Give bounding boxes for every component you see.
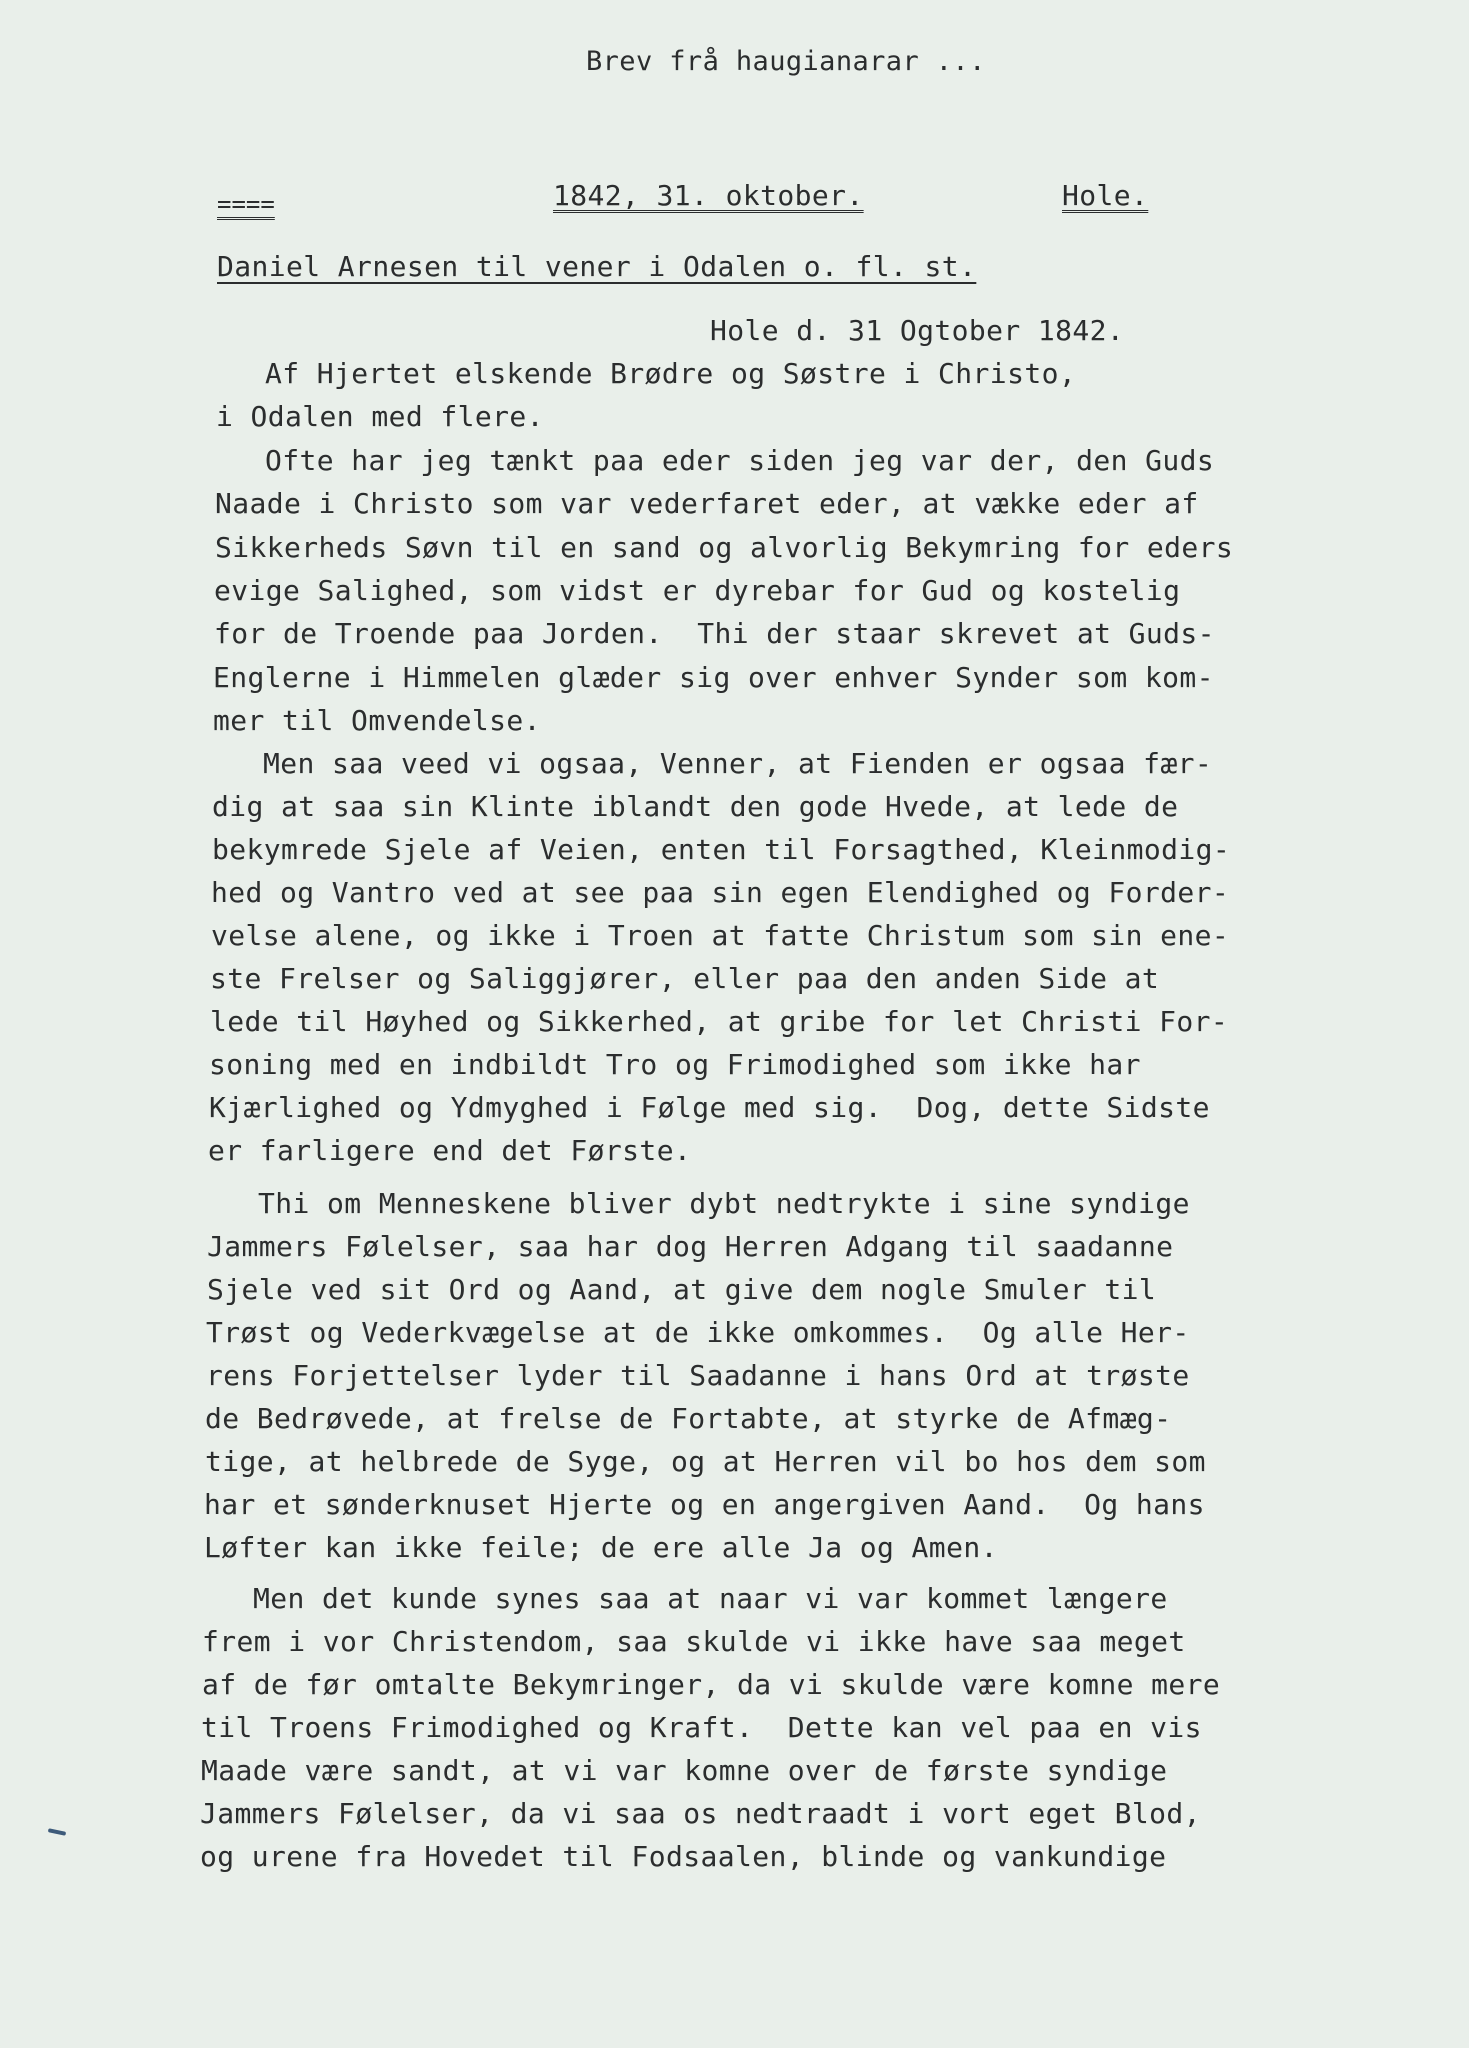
body-line: bekymrede Sjele af Veien, enten til Forsagthed, Kleinmodig- (212, 833, 1231, 866)
body-line: Sikkerheds Søvn til en sand og alvorlig Bekymring for eders (215, 531, 1234, 564)
body-line: Men det kunde synes saa at naar vi var kommet længere (253, 1582, 1168, 1615)
heading-date: 1842, 31. oktober. (553, 179, 864, 212)
body-line: soning med en indbildt Tro og Frimodighed som ikke har (209, 1048, 1141, 1081)
body-line: frem i vor Christendom, saa skulde vi ikke have saa meget (202, 1625, 1186, 1658)
body-line: Men saa veed vi ogsaa, Venner, at Fienden er ogsaa fær- (263, 747, 1213, 780)
body-line: ste Frelser og Saliggjører, eller paa den anden Side at (210, 962, 1160, 995)
body-line: Englerne i Himmelen glæder sig over enhver Synder som kom- (213, 661, 1214, 694)
body-line: har et sønderknuset Hjerte og en angergiven Aand. Og hans (204, 1488, 1205, 1521)
body-line: for de Troende paa Jorden. Thi der staar skrevet at Guds- (214, 617, 1215, 650)
body-line: af de før omtalte Bekymringer, da vi skulde være komne mere (202, 1668, 1221, 1701)
body-line: de Bedrøvede, at frelse de Fortabte, at styrke de Afmæg- (205, 1402, 1172, 1435)
body-line: Sjele ved sit Ord og Aand, at give dem nogle Smuler til (207, 1273, 1157, 1306)
body-line: Maade være sandt, at vi var komne over de første syndige (201, 1754, 1168, 1787)
body-line: Kjærlighed og Ydmyghed i Følge med sig. Dog, dette Sidste (209, 1091, 1210, 1124)
body-line: til Troens Frimodighed og Kraft. Dette kan vel paa en vis (201, 1711, 1202, 1744)
letter-dateline: Hole d. 31 Ogtober 1842. (710, 314, 1125, 347)
margin-mark (48, 1828, 66, 1836)
body-line: mer til Omvendelse. (213, 704, 541, 737)
body-line: evige Salighed, som vidst er dyrebar for Gud og kostelig (214, 574, 1181, 607)
body-line: i Odalen med flere. (216, 400, 544, 433)
body-line: dig at saa sin Klinte iblandt den gode Hvede, at lede de (212, 790, 1179, 823)
body-line: Af Hjertet elskende Brødre og Søstre i Christo, (265, 357, 1077, 390)
body-line: tige, at helbrede de Syge, og at Herren vil bo hos dem som (205, 1445, 1206, 1478)
body-line: Thi om Menneskene bliver dybt nedtrykte i sine syndige (258, 1187, 1190, 1220)
body-line: og urene fra Hovedet til Fodsaalen, blinde og vankundige (200, 1840, 1167, 1873)
body-line: er farligere end det Første. (208, 1134, 692, 1167)
running-header: Brev frå haugianarar ... (586, 46, 986, 77)
body-line: Naade i Christo som var vederfaret eder, at vække eder af (215, 487, 1199, 520)
body-line: Jammers Følelser, saa har dog Herren Adgang til saadanne (207, 1230, 1174, 1263)
body-line: Ofte har jeg tænkt paa eder siden jeg var der, den Guds (265, 444, 1215, 477)
letter-title: Daniel Arnesen til vener i Odalen o. fl. st. (217, 250, 977, 283)
body-line: velse alene, og ikke i Troen at fatte Christum som sin ene- (211, 919, 1230, 952)
heading-place: Hole. (1062, 179, 1149, 212)
heading-rule-left: ==== (217, 190, 275, 218)
body-line: hed og Vantro ved at see paa sin egen Elendighed og Forder- (211, 876, 1230, 909)
body-line: Jammers Følelser, da vi saa os nedtraadt i vort eget Blod, (200, 1797, 1201, 1830)
body-line: Trøst og Vederkvægelse at de ikke omkommes. Og alle Her- (206, 1316, 1190, 1349)
body-line: Løfter kan ikke feile; de ere alle Ja og Amen. (204, 1531, 998, 1564)
body-line: lede til Høyhed og Sikkerhed, at gribe for let Christi For- (210, 1005, 1229, 1038)
body-line: rens Forjettelser lyder til Saadanne i hans Ord at trøste (206, 1359, 1190, 1392)
